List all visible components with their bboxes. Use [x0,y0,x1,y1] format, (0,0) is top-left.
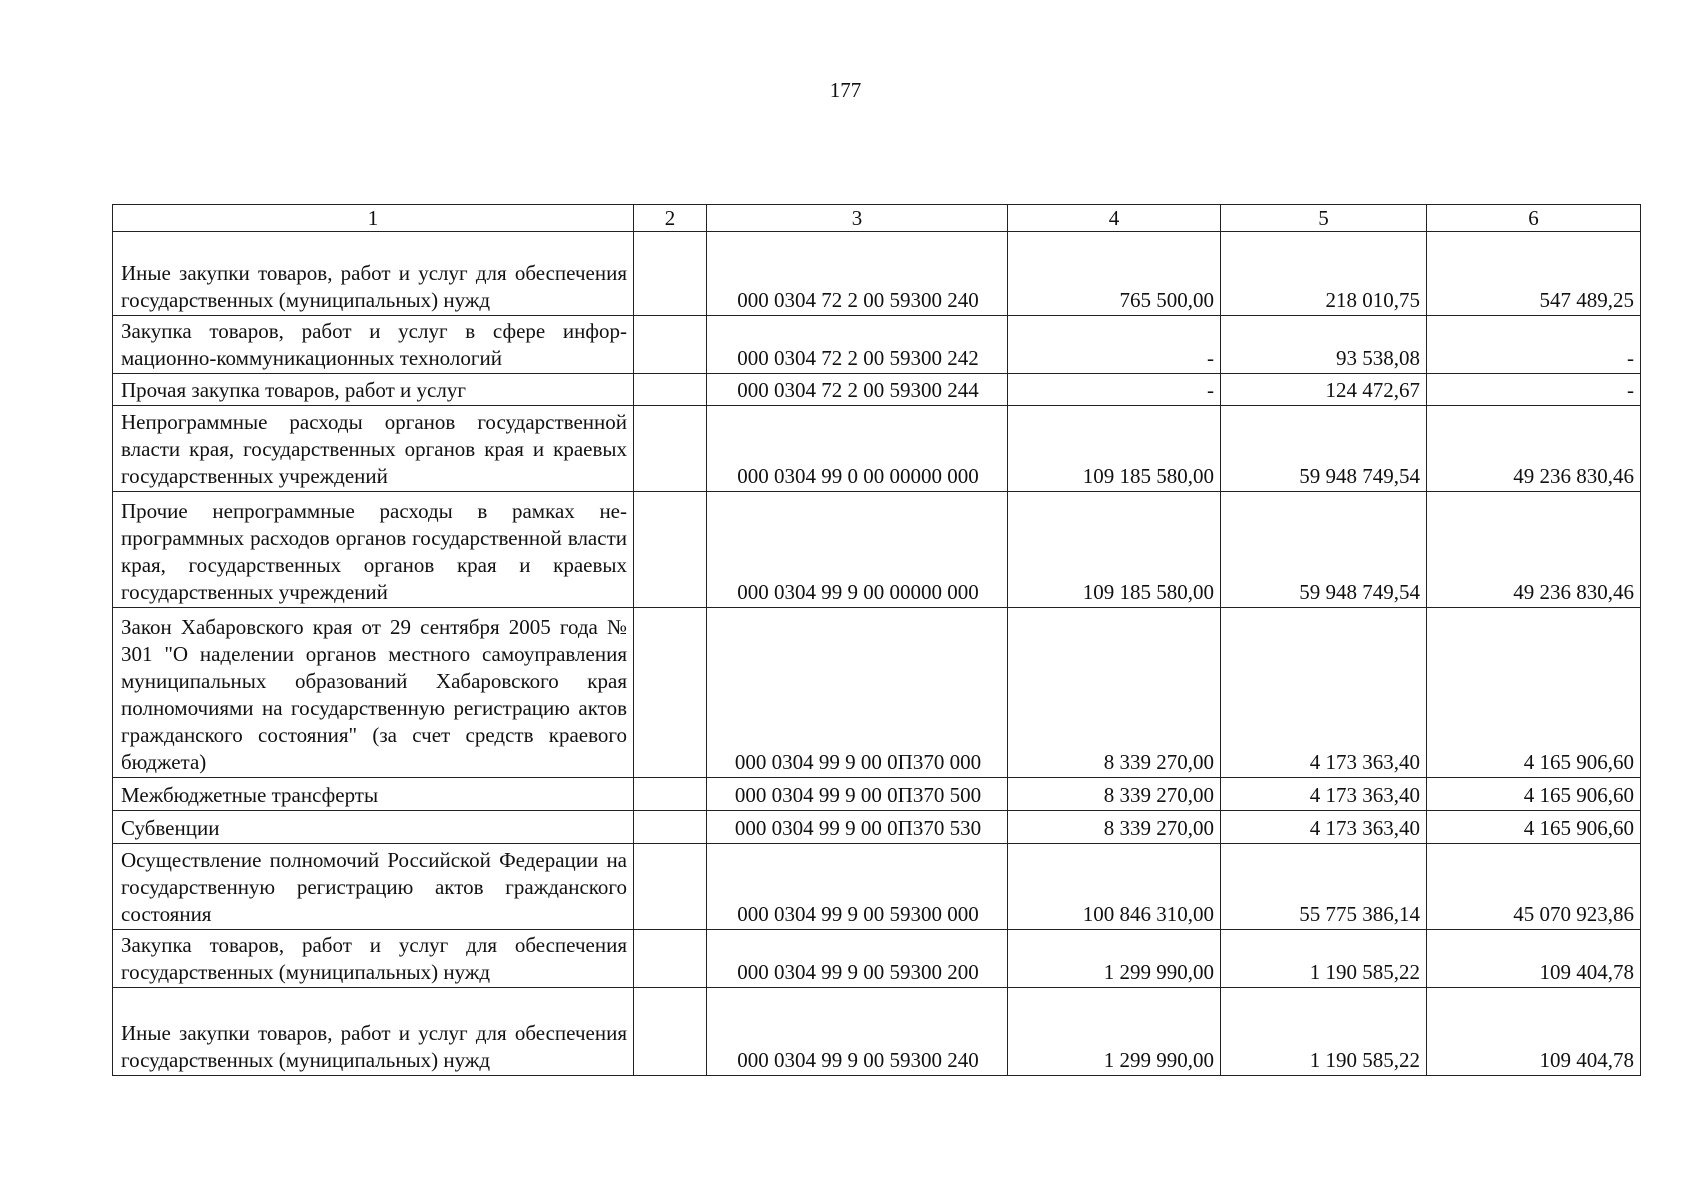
row-name-cell: Субвенции [113,811,634,844]
table-row [113,844,1641,930]
table-row [113,232,1641,316]
row-col2-cell [634,374,707,406]
row-name-cell: Закупка товаров, работ и услуг в сфере информационно-коммуникационных технологий [113,316,634,374]
row-name-cell: Закупка товаров, работ и услуг для обеспечения государственных (муниципальных) нужд [113,930,634,988]
row-remainder-cell: 4 165 906,60 [1427,608,1641,778]
row-plan-cell: - [1008,374,1221,406]
row-remainder-cell: 547 489,25 [1427,232,1641,316]
row-plan-cell: - [1008,316,1221,374]
row-code-cell: 000 0304 72 2 00 59300 240 [707,232,1008,316]
row-col2-cell [634,406,707,492]
row-name-cell: Прочая закупка товаров, работ и услуг [113,374,634,406]
header-cell: 1 [113,205,634,232]
table-row [113,492,1641,608]
row-plan-cell: 8 339 270,00 [1008,778,1221,811]
row-remainder-cell: 49 236 830,46 [1427,492,1641,608]
row-name-cell: Прочие непрограммные расходы в рамках непрограммных расходов органов государственной власти края, государственных органов края и краевых государственных учреждений [113,492,634,608]
table-row [113,778,1641,811]
table-row [113,811,1641,844]
row-remainder-cell: 45 070 923,86 [1427,844,1641,930]
row-name-cell: Межбюджетные трансферты [113,778,634,811]
row-remainder-cell: 109 404,78 [1427,930,1641,988]
row-code-cell: 000 0304 99 9 00 0П370 500 [707,778,1008,811]
row-col2-cell [634,778,707,811]
row-executed-cell: 93 538,08 [1221,316,1427,374]
row-executed-cell: 55 775 386,14 [1221,844,1427,930]
budget-table [112,204,1641,1076]
row-code-cell: 000 0304 99 9 00 0П370 000 [707,608,1008,778]
table-row [113,406,1641,492]
row-col2-cell [634,844,707,930]
row-name-cell: Непрограммные расходы органов государственной власти края, государственных органов края и краевых государственных учреждений [113,406,634,492]
row-code-cell: 000 0304 72 2 00 59300 244 [707,374,1008,406]
row-executed-cell: 59 948 749,54 [1221,406,1427,492]
row-plan-cell: 765 500,00 [1008,232,1221,316]
header-cell: 4 [1008,205,1221,232]
row-col2-cell [634,811,707,844]
row-remainder-cell: - [1427,374,1641,406]
header-cell: 2 [634,205,707,232]
table-row [113,608,1641,778]
row-code-cell: 000 0304 99 9 00 0П370 530 [707,811,1008,844]
row-name-cell: Иные закупки товаров, работ и услуг для обеспечения государственных (муниципальных) нужд [113,988,634,1076]
row-code-cell: 000 0304 99 9 00 59300 000 [707,844,1008,930]
row-plan-cell: 109 185 580,00 [1008,492,1221,608]
table-row [113,988,1641,1076]
row-remainder-cell: 109 404,78 [1427,988,1641,1076]
row-name-cell: Осуществление полномочий Российской Федерации на государственную регистрацию актов гражданского состояния [113,844,634,930]
row-executed-cell: 4 173 363,40 [1221,608,1427,778]
row-col2-cell [634,608,707,778]
table-row [113,374,1641,406]
row-remainder-cell: 4 165 906,60 [1427,811,1641,844]
header-cell: 5 [1221,205,1427,232]
page-number [0,78,1701,103]
row-executed-cell: 1 190 585,22 [1221,930,1427,988]
row-plan-cell: 109 185 580,00 [1008,406,1221,492]
header-cell: 3 [707,205,1008,232]
header-cell: 6 [1427,205,1641,232]
row-plan-cell: 8 339 270,00 [1008,608,1221,778]
row-executed-cell: 4 173 363,40 [1221,778,1427,811]
row-executed-cell: 218 010,75 [1221,232,1427,316]
row-name-cell: Иные закупки товаров, работ и услуг для обеспечения государственных (муниципальных) нужд [113,232,634,316]
row-executed-cell: 59 948 749,54 [1221,492,1427,608]
row-code-cell: 000 0304 99 0 00 00000 000 [707,406,1008,492]
page-number-text: 177 [829,78,862,102]
row-col2-cell [634,492,707,608]
table-row [113,930,1641,988]
row-col2-cell [634,988,707,1076]
row-executed-cell: 1 190 585,22 [1221,988,1427,1076]
row-code-cell: 000 0304 99 9 00 59300 200 [707,930,1008,988]
row-plan-cell: 1 299 990,00 [1008,930,1221,988]
row-col2-cell [634,232,707,316]
header-row [113,205,1641,232]
row-remainder-cell: 49 236 830,46 [1427,406,1641,492]
row-col2-cell [634,930,707,988]
row-remainder-cell: 4 165 906,60 [1427,778,1641,811]
row-plan-cell: 100 846 310,00 [1008,844,1221,930]
table-row [113,316,1641,374]
row-col2-cell [634,316,707,374]
row-executed-cell: 124 472,67 [1221,374,1427,406]
row-executed-cell: 4 173 363,40 [1221,811,1427,844]
row-name-cell: Закон Хабаровского края от 29 сентября 2005 года № 301 "О наделении органов местного самоуправления муниципальных образований Хабаровского края полномочиями на государственную регистрацию актов гражданского состояния" (за счет средств краевого бюджета) [113,608,634,778]
row-code-cell: 000 0304 99 9 00 59300 240 [707,988,1008,1076]
row-code-cell: 000 0304 72 2 00 59300 242 [707,316,1008,374]
row-plan-cell: 8 339 270,00 [1008,811,1221,844]
row-plan-cell: 1 299 990,00 [1008,988,1221,1076]
row-code-cell: 000 0304 99 9 00 00000 000 [707,492,1008,608]
row-remainder-cell: - [1427,316,1641,374]
